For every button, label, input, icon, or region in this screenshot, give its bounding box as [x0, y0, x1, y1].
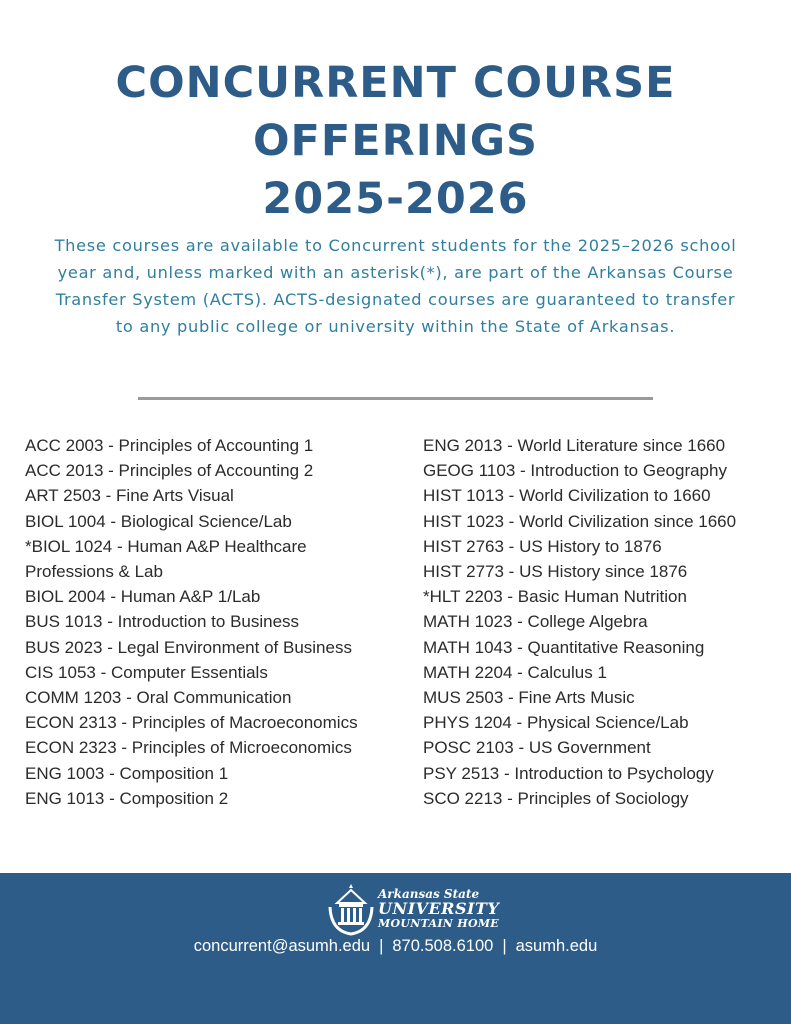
course-item: PSY 2513 - Introduction to Psychology: [423, 763, 714, 783]
course-item: BUS 1013 - Introduction to Business: [25, 612, 300, 632]
email-link[interactable]: concurrent@asumh.edu: [193, 937, 371, 955]
course-item: *BIOL 1024 - Human A&P Healthcare Professions & Lab: [25, 536, 307, 582]
course-item: *HLT 2203 - Basic Human Nutrition: [423, 587, 687, 607]
course-item: MATH 2204 - Calculus 1: [423, 662, 607, 682]
course-item: COMM 1203 - Oral Communication: [25, 688, 292, 708]
logo-line-2: UNIVERSITY: [378, 899, 500, 918]
course-item: HIST 2763 - US History to 1876: [423, 536, 662, 556]
course-item: BIOL 1004 - Biological Science/Lab: [25, 511, 292, 531]
course-item: HIST 1023 - World Civilization since 1660: [423, 511, 737, 531]
course-item: SCO 2213 - Principles of Sociology: [423, 788, 689, 808]
course-item: POSC 2103 - US Government: [423, 738, 651, 758]
course-item: MATH 1023 - College Algebra: [423, 612, 648, 632]
footer: [0, 873, 791, 1024]
divider: [138, 397, 653, 400]
website-link[interactable]: asumh.edu: [515, 937, 598, 955]
course-item: ECON 2313 - Principles of Macroeconomics: [25, 713, 358, 733]
course-item: MUS 2503 - Fine Arts Music: [423, 688, 635, 708]
course-item: MATH 1043 - Quantitative Reasoning: [423, 637, 705, 657]
course-item: ENG 2013 - World Literature since 1660: [423, 436, 726, 455]
course-item: ECON 2323 - Principles of Microeconomics: [25, 738, 352, 758]
intro-paragraph: These courses are available to Concurrent students for the 2025–2026 school year and, unless marked with an asterisk(*), are part of the Arkansas Course Transfer System (ACTS). ACTS-designated courses are guaranteed to transfer to any public college or university within the State of Arkansas.: [54, 236, 737, 336]
university-building-icon: [326, 881, 376, 937]
course-item: BIOL 2004 - Human A&P 1/Lab: [25, 587, 261, 607]
course-list-right: [423, 433, 783, 811]
separator: |: [502, 937, 507, 955]
course-item: ENG 1013 - Composition 2: [25, 788, 229, 808]
course-item: PHYS 1204 - Physical Science/Lab: [423, 713, 689, 733]
course-list-left: [25, 433, 405, 811]
title-line-1: CONCURRENT COURSE: [115, 58, 676, 108]
course-item: ART 2503 - Fine Arts Visual: [25, 486, 234, 506]
contact-info: [0, 937, 791, 956]
separator: |: [379, 937, 384, 955]
course-item: HIST 1013 - World Civilization to 1660: [423, 486, 711, 506]
course-item: ACC 2003 - Principles of Accounting 1: [25, 436, 314, 455]
course-item: CIS 1053 - Computer Essentials: [25, 662, 268, 682]
course-item: HIST 2773 - US History since 1876: [423, 562, 688, 582]
logo-line-3: MOUNTAIN HOME: [378, 917, 499, 930]
course-item: BUS 2023 - Legal Environment of Business: [25, 637, 352, 657]
page-title: [0, 54, 791, 228]
course-item: GEOG 1103 - Introduction to Geography: [423, 461, 727, 481]
logo-line-1: Arkansas State: [378, 887, 480, 901]
course-item: ACC 2013 - Principles of Accounting 2: [25, 461, 314, 481]
university-logo: [326, 881, 500, 937]
title-line-2: OFFERINGS: [252, 116, 539, 166]
phone-number: 870.508.6100: [392, 937, 494, 955]
title-line-3: 2025-2026: [262, 174, 529, 224]
course-item: ENG 1003 - Composition 1: [25, 763, 229, 783]
